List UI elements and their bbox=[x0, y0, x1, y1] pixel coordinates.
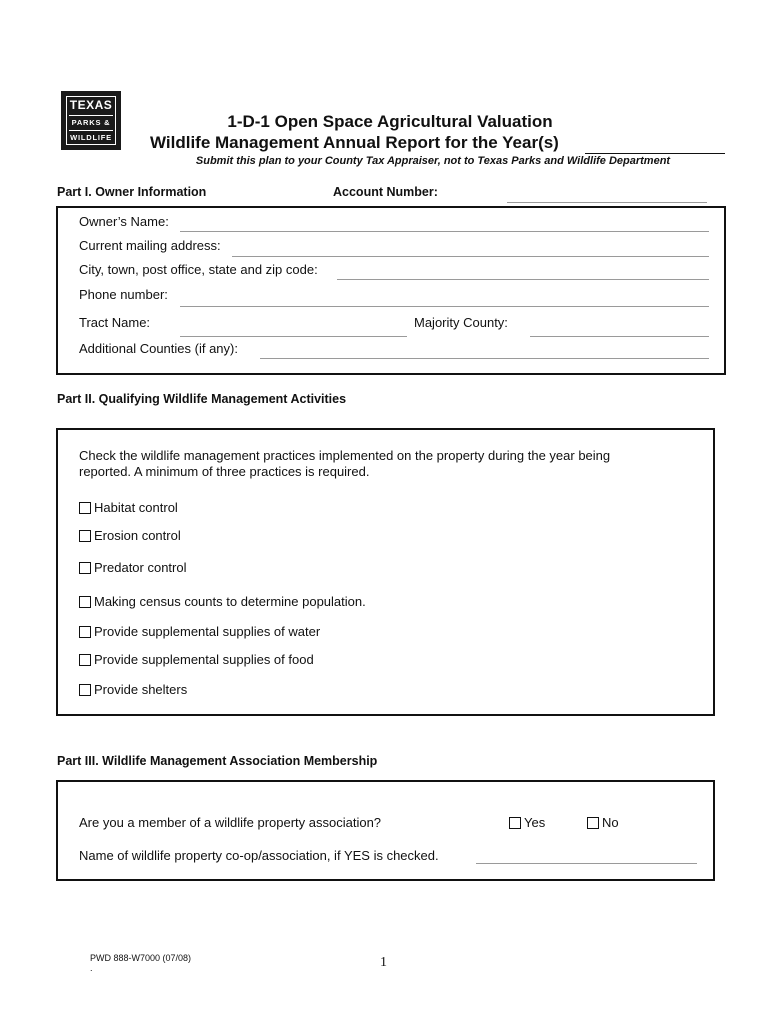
mailing-address-label: Current mailing address: bbox=[79, 238, 221, 253]
yes-label: Yes bbox=[524, 815, 546, 830]
membership-box bbox=[56, 780, 715, 881]
supplemental-food-checkbox[interactable] bbox=[79, 654, 91, 666]
owner-name-field[interactable] bbox=[180, 231, 709, 232]
practice-label: Habitat control bbox=[94, 500, 178, 515]
practice-label: Provide shelters bbox=[94, 682, 188, 697]
account-number-label: Account Number: bbox=[333, 185, 438, 199]
submission-instructions: Submit this plan to your County Tax Appraiser, not to Texas Parks and Wildlife Department bbox=[195, 155, 671, 167]
part1-heading: Part I. Owner Information bbox=[57, 185, 207, 199]
logo-text-texas: TEXAS bbox=[69, 97, 113, 112]
practice-label: Making census counts to determine population. bbox=[94, 594, 366, 609]
part2-heading: Part II. Qualifying Wildlife Management Activities bbox=[57, 392, 347, 406]
part3-heading: Part III. Wildlife Management Association Membership bbox=[57, 754, 378, 768]
tract-name-field[interactable] bbox=[180, 336, 407, 337]
page-number: 1 bbox=[380, 955, 387, 970]
practice-supplemental-food[interactable] bbox=[79, 652, 314, 667]
footer-dot: . bbox=[90, 963, 93, 973]
no-checkbox[interactable] bbox=[587, 817, 599, 829]
tpwd-logo bbox=[61, 91, 121, 150]
practice-habitat-control[interactable] bbox=[79, 500, 178, 515]
shelters-checkbox[interactable] bbox=[79, 684, 91, 696]
practice-label: Erosion control bbox=[94, 528, 181, 543]
phone-label: Phone number: bbox=[79, 287, 168, 302]
practice-shelters[interactable] bbox=[79, 682, 187, 697]
habitat-control-checkbox[interactable] bbox=[79, 502, 91, 514]
logo-divider bbox=[69, 130, 113, 131]
census-counts-checkbox[interactable] bbox=[79, 596, 91, 608]
form-subtitle-title: Wildlife Management Annual Report for the Year(s) bbox=[150, 133, 559, 152]
majority-county-label: Majority County: bbox=[414, 315, 508, 330]
predator-control-checkbox[interactable] bbox=[79, 562, 91, 574]
practice-label: Predator control bbox=[94, 560, 187, 575]
phone-field[interactable] bbox=[180, 306, 709, 307]
logo-divider bbox=[69, 115, 113, 116]
membership-yes-option[interactable] bbox=[509, 815, 545, 830]
form-title: 1-D-1 Open Space Agricultural Valuation bbox=[227, 112, 553, 131]
logo-text-wildlife: WILDLIFE bbox=[70, 133, 112, 143]
practices-instructions-line2: reported. A minimum of three practices is required. bbox=[79, 464, 370, 479]
membership-no-option[interactable] bbox=[587, 815, 619, 830]
report-year-field[interactable] bbox=[585, 153, 725, 154]
erosion-control-checkbox[interactable] bbox=[79, 530, 91, 542]
additional-counties-label: Additional Counties (if any): bbox=[79, 341, 238, 356]
practice-predator-control[interactable] bbox=[79, 560, 187, 575]
practice-erosion-control[interactable] bbox=[79, 528, 181, 543]
coop-name-label: Name of wildlife property co-op/association, if YES is checked. bbox=[79, 848, 439, 863]
city-state-zip-field[interactable] bbox=[337, 279, 709, 280]
practice-label: Provide supplemental supplies of food bbox=[94, 652, 314, 667]
practice-census-counts[interactable] bbox=[79, 594, 366, 609]
form-id: PWD 888-W7000 (07/08) bbox=[90, 953, 192, 963]
practices-instructions-line1: Check the wildlife management practices implemented on the property during the year being bbox=[79, 448, 611, 463]
yes-checkbox[interactable] bbox=[509, 817, 521, 829]
tract-name-label: Tract Name: bbox=[79, 315, 151, 330]
city-state-zip-label: City, town, post office, state and zip code: bbox=[79, 262, 318, 277]
coop-name-field[interactable] bbox=[476, 863, 697, 864]
practice-label: Provide supplemental supplies of water bbox=[94, 624, 321, 639]
owner-name-label: Owner’s Name: bbox=[79, 214, 169, 229]
no-label: No bbox=[602, 815, 619, 830]
mailing-address-field[interactable] bbox=[232, 256, 709, 257]
logo-text-parks: PARKS & bbox=[71, 117, 111, 127]
majority-county-field[interactable] bbox=[530, 336, 709, 337]
membership-question: Are you a member of a wildlife property association? bbox=[79, 815, 382, 830]
account-number-field[interactable] bbox=[507, 202, 707, 203]
supplemental-water-checkbox[interactable] bbox=[79, 626, 91, 638]
practice-supplemental-water[interactable] bbox=[79, 624, 320, 639]
additional-counties-field[interactable] bbox=[260, 358, 709, 359]
